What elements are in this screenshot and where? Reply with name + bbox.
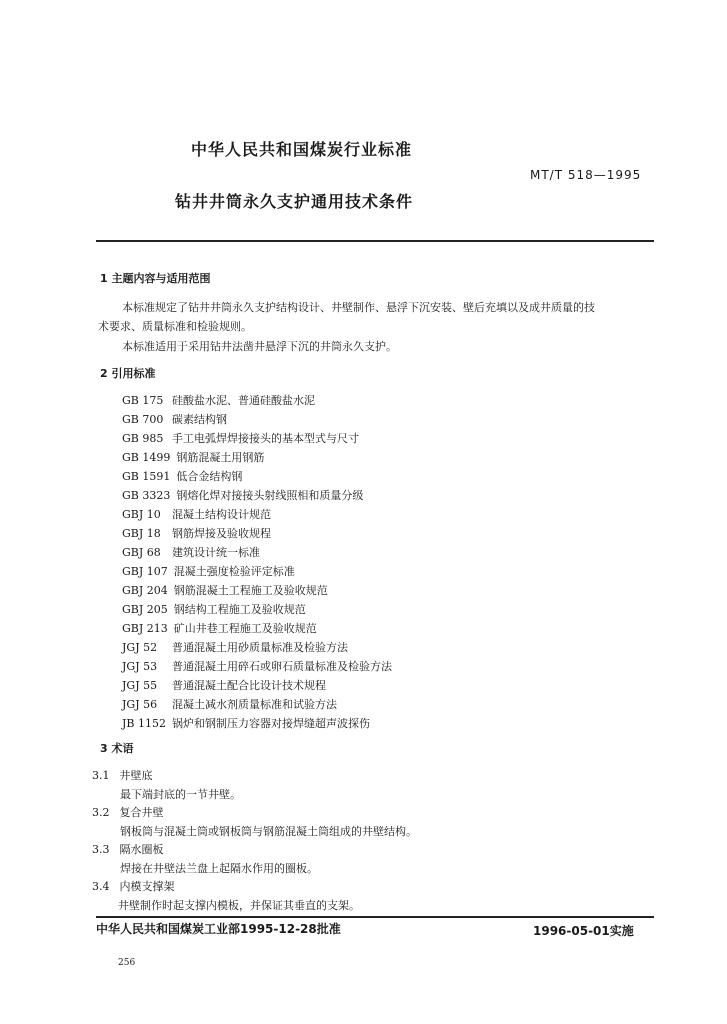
term-heading (92, 878, 175, 894)
reference-title: 普通混凝土用碎石或卵石质量标准及检验方法 (172, 660, 392, 673)
reference-item (122, 563, 295, 579)
reference-title: 混凝土强度检验评定标准 (173, 565, 295, 578)
reference-item (122, 582, 328, 598)
reference-item (122, 487, 363, 503)
reference-title: 矿山井巷工程施工及验收规范 (173, 622, 317, 635)
reference-item (122, 392, 315, 408)
term-definition: 最下端封底的一节井壁。 (120, 788, 241, 801)
reference-item (122, 601, 306, 617)
term-number: 3.2 (92, 806, 110, 819)
reference-item (122, 658, 392, 674)
section-3-heading: 3 术语 (100, 742, 134, 755)
reference-code: JGJ 55 (122, 679, 158, 692)
reference-code: GBJ 204 (122, 584, 168, 597)
reference-title: 混凝土减水剂质量标准和试验方法 (172, 698, 337, 711)
footer-divider (96, 916, 654, 918)
reference-item (122, 620, 317, 636)
reference-item (122, 639, 348, 655)
reference-title: 钢筋混凝土工程施工及验收规范 (173, 584, 328, 597)
reference-title: 钢筋焊接及验收规程 (172, 527, 271, 540)
reference-code: GB 3323 (122, 489, 171, 502)
reference-title: 硅酸盐水泥、普通硅酸盐水泥 (172, 394, 315, 407)
reference-title: 钢筋混凝土用钢筋 (176, 451, 265, 464)
reference-code: GB 985 (122, 432, 164, 445)
term-heading (92, 841, 164, 857)
reference-code: GB 1591 (122, 470, 171, 483)
implementation-date: 1996-05-01实施 (533, 924, 634, 938)
reference-code: GBJ 213 (122, 622, 168, 635)
term-number: 3.3 (92, 843, 110, 856)
approval-line: 中华人民共和国煤炭工业部1995-12-28批准 (96, 922, 341, 936)
term-name: 内模支撑架 (119, 880, 175, 893)
term-definition: 钢板筒与混凝土筒或钢板筒与钢筋混凝土筒组成的井壁结构。 (120, 825, 417, 838)
reference-code: GB 700 (122, 413, 164, 426)
reference-title: 建筑设计统一标准 (172, 546, 260, 559)
reference-item (122, 411, 227, 427)
reference-code: JGJ 52 (122, 641, 158, 654)
reference-title: 锅炉和钢制压力容器对接焊缝超声波探伤 (172, 717, 370, 730)
reference-title: 碳素结构钢 (172, 413, 227, 426)
term-heading (92, 767, 153, 783)
term-heading (92, 804, 164, 820)
reference-item (122, 430, 359, 446)
section-1-heading: 1 主题内容与适用范围 (100, 272, 211, 285)
section-2-heading: 2 引用标准 (100, 367, 156, 380)
term-name: 井壁底 (119, 769, 153, 782)
header-divider (96, 240, 654, 242)
term-number: 3.1 (92, 769, 110, 782)
section-1-paragraph-1-line-2: 术要求、质量标准和检验规则。 (98, 320, 252, 333)
reference-item (122, 506, 271, 522)
reference-code: GBJ 205 (122, 603, 168, 616)
reference-item (122, 696, 337, 712)
standard-code: MT/T 518—1995 (530, 168, 642, 182)
reference-code: GBJ 68 (122, 546, 161, 559)
reference-code: GB 1499 (122, 451, 171, 464)
reference-item (122, 449, 264, 465)
document-title: 钻井井筒永久支护通用技术条件 (175, 192, 414, 211)
reference-code: JGJ 53 (122, 660, 158, 673)
reference-item (122, 715, 370, 731)
reference-code: GBJ 10 (122, 508, 161, 521)
reference-title: 低合金结构钢 (176, 470, 243, 483)
section-1-paragraph-1-line-1: 本标准规定了钻井井筒永久支护结构设计、井壁制作、悬浮下沉安装、壁后充填以及成井质量的技 (122, 301, 595, 314)
reference-title: 钢结构工程施工及验收规范 (173, 603, 306, 616)
term-name: 隔水圈板 (119, 843, 164, 856)
reference-code: GBJ 18 (122, 527, 161, 540)
term-definition: 焊接在井壁法兰盘上起隔水作用的圈板。 (120, 862, 318, 875)
reference-title: 钢熔化焊对接接头射线照相和质量分级 (176, 489, 364, 502)
reference-title: 普通混凝土用砂质量标准及检验方法 (172, 641, 348, 654)
standard-title: 中华人民共和国煤炭行业标准 (191, 140, 413, 159)
reference-item (122, 544, 260, 560)
term-definition: 井壁制作时起支撑内模板，并保证其垂直的支架。 (118, 899, 360, 912)
term-name: 复合井壁 (119, 806, 164, 819)
page-number: 256 (118, 958, 136, 968)
reference-code: JB 1152 (122, 717, 166, 730)
term-number: 3.4 (92, 880, 110, 893)
reference-code: GBJ 107 (122, 565, 168, 578)
reference-code: JGJ 56 (122, 698, 158, 711)
reference-title: 手工电弧焊焊接接头的基本型式与尺寸 (172, 432, 359, 445)
reference-title: 普通混凝土配合比设计技术规程 (172, 679, 326, 692)
reference-title: 混凝土结构设计规范 (172, 508, 271, 521)
reference-item (122, 525, 271, 541)
section-1-paragraph-2: 本标准适用于采用钻井法凿井悬浮下沉的井筒永久支护。 (122, 340, 397, 353)
reference-item (122, 468, 242, 484)
reference-item (122, 677, 326, 693)
reference-code: GB 175 (122, 394, 164, 407)
